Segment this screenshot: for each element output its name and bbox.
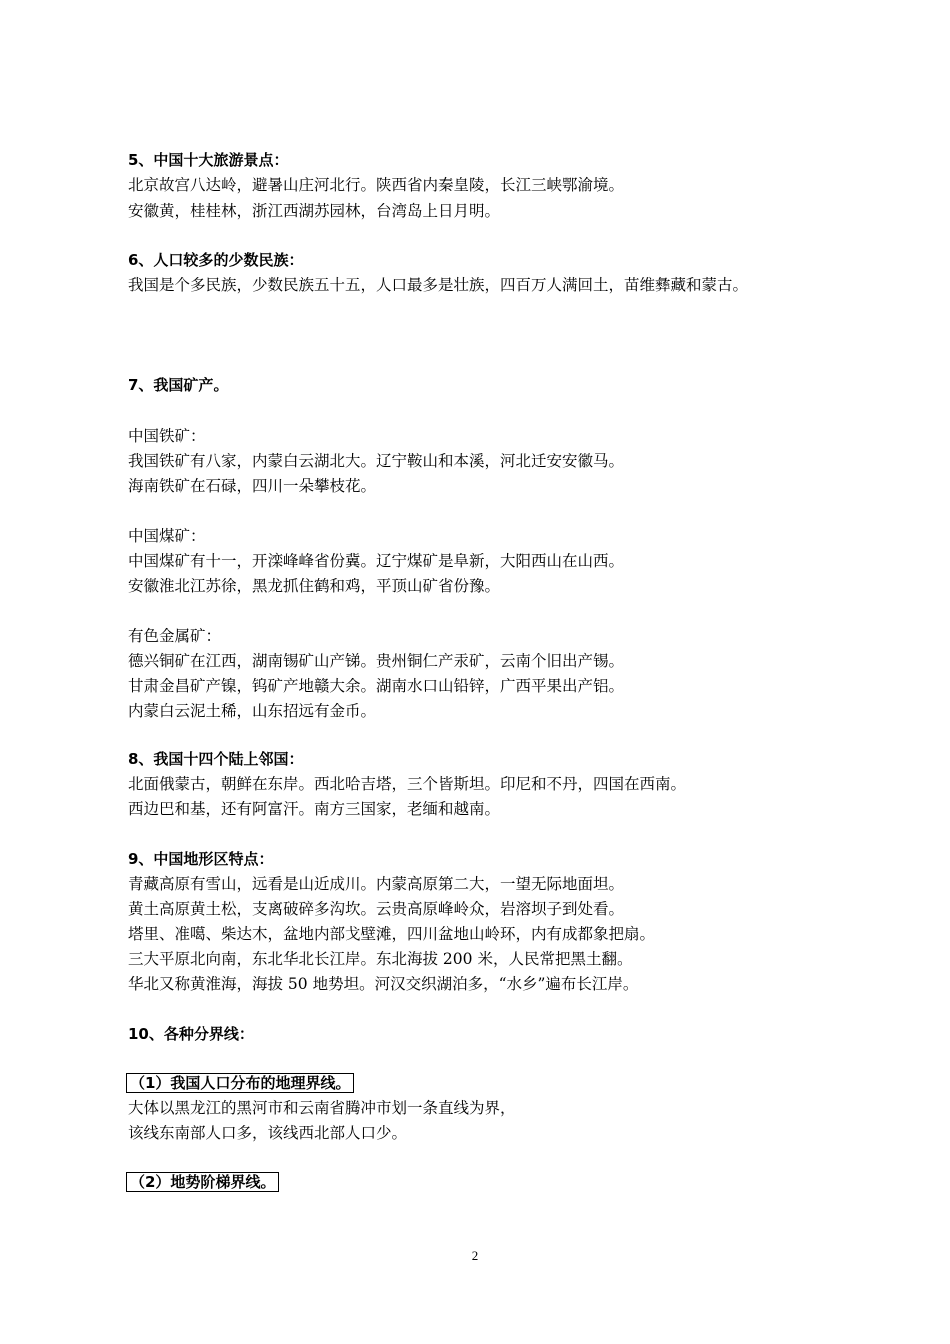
subsection-1-box	[126, 1073, 354, 1093]
section-8-line-2: 西边巴和基，还有阿富汗。南方三国家，老缅和越南。	[128, 800, 501, 818]
subsection-2-box	[126, 1172, 279, 1192]
section-9-line-4: 三大平原北向南，东北华北长江岸。东北海拔 200 米，人民常把黑土翻。	[128, 950, 633, 968]
section-5-line-2: 安徽黄，桂桂林，浙江西湖苏园林，台湾岛上日月明。	[128, 202, 501, 220]
coal-line-2: 安徽淮北江苏徐，黑龙抓住鹤和鸡，平顶山矿省份豫。	[128, 577, 501, 595]
subsection-2-title: （2）地势阶梯界线。	[126, 1172, 279, 1192]
subsection-1-title: （1）我国人口分布的地理界线。	[126, 1073, 354, 1093]
metal-label: 有色金属矿：	[128, 627, 222, 645]
iron-label: 中国铁矿：	[128, 427, 206, 445]
section-5-line-1: 北京故宫八达岭，避暑山庄河北行。陕西省内秦皇陵，长江三峡鄂渝境。	[128, 176, 625, 194]
section-6-line-1: 我国是个多民族，少数民族五十五，人口最多是壮族，四百万人满回土，苗维彝藏和蒙古。	[128, 276, 749, 294]
metal-line-3: 内蒙白云泥土稀，山东招远有金币。	[128, 702, 377, 720]
section-5-heading: 5、中国十大旅游景点：	[128, 151, 289, 169]
subsection-1-line-2: 该线东南部人口多，该线西北部人口少。	[128, 1124, 408, 1142]
section-9-line-1: 青藏高原有雪山，远看是山近成川。内蒙高原第二大，一望无际地面坦。	[128, 875, 625, 893]
page-number: 2	[471, 1248, 479, 1263]
section-9-line-5: 华北又称黄淮海，海拔 50 地势坦。河汉交织湖泊多，“水乡”遍布长江岸。	[128, 975, 639, 993]
section-8-heading: 8、我国十四个陆上邻国：	[128, 750, 304, 768]
section-9-line-3: 塔里、准噶、柴达木，盆地内部戈壁滩，四川盆地山岭环，内有成都象把扇。	[128, 925, 656, 943]
coal-line-1: 中国煤矿有十一，开滦峰峰省份冀。辽宁煤矿是阜新，大阳西山在山西。	[128, 552, 625, 570]
section-9-heading: 9、中国地形区特点：	[128, 850, 274, 868]
coal-label: 中国煤矿：	[128, 527, 206, 545]
iron-line-1: 我国铁矿有八家，内蒙白云湖北大。辽宁鞍山和本溪，河北迁安安徽马。	[128, 452, 625, 470]
subsection-1-line-1: 大体以黑龙江的黑河市和云南省腾冲市划一条直线为界，	[128, 1099, 516, 1117]
section-6-heading: 6、人口较多的少数民族：	[128, 251, 304, 269]
section-7-heading: 7、我国矿产。	[128, 376, 229, 394]
section-8-line-1: 北面俄蒙古，朝鲜在东岸。西北哈吉塔，三个皆斯坦。印尼和不丹，四国在西南。	[128, 775, 687, 793]
metal-line-1: 德兴铜矿在江西，湖南锡矿山产锑。贵州铜仁产汞矿，云南个旧出产锡。	[128, 652, 625, 670]
section-9-line-2: 黄土高原黄土松，支离破碎多沟坎。云贵高原峰岭众，岩溶坝子到处看。	[128, 900, 625, 918]
section-10-heading: 10、各种分界线：	[128, 1025, 254, 1043]
iron-line-2: 海南铁矿在石碌，四川一朵攀枝花。	[128, 477, 377, 495]
metal-line-2: 甘肃金昌矿产镍，钨矿产地赣大余。湖南水口山铅锌，广西平果出产铝。	[128, 677, 625, 695]
